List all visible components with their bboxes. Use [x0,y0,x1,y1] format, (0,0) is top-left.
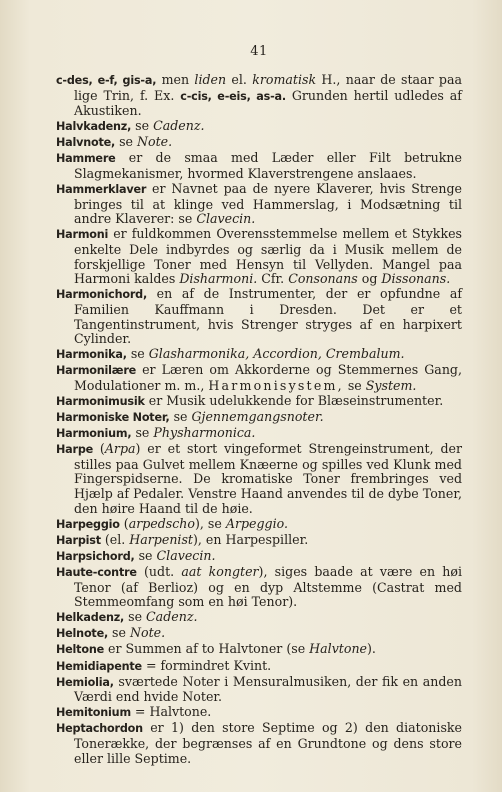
entry-text: er Summen af to Halvtoner (se [103,641,310,657]
dictionary-entry [56,347,462,363]
entry-headword: Hammerklaver [56,183,147,197]
entry-text: men [156,72,195,87]
page-number: 41 [250,44,268,59]
dictionary-entry [56,135,462,151]
entry-headword: Helkadenz, [56,611,125,625]
dictionary-entry [56,151,462,181]
entry-headword: c-des, e-f, gis-a, [56,74,157,87]
entry-text: ( [119,515,129,531]
dictionary-entry [56,659,462,675]
entry-headword: Harmoniske Noter, [56,411,170,425]
entry-headword: Harmonichord, [56,288,148,302]
entry-text: se [126,346,149,362]
entry-text: se [115,134,138,150]
entry-text: er 1) den store Septime og 2) den diatoniske Tonerække, der begrænses af en Grundtone og dens store eller lille Septime. [74,720,462,766]
entry-italic-text: Arpeggio. [225,515,289,531]
entry-headword: Harmonium, [56,427,132,441]
dictionary-entry [56,549,462,565]
dictionary-entry [56,410,462,426]
dictionary-entry [56,182,462,227]
entry-italic-text: Harpenist [129,531,193,547]
entry-italic-text: Physharmonica. [153,425,256,441]
entry-text: el. [226,72,253,87]
entry-text: se [134,547,157,563]
dictionary-entry [56,533,462,549]
entry-headword: Haute-contre [56,566,137,579]
entry-italic-text: Disharmoni. [179,271,258,287]
entry-italic-text: Note. [129,625,166,641]
entry-text: ), siges baade at være en høi Tenor (af Berlioz) og en dyp Altstemme (Castrat med Stemmeomfang som en høi Tenor). [74,564,462,610]
entry-text: = formindret Kvint. [141,657,272,673]
entry-italic-text: Clavecin. [156,547,216,563]
entry-headword: Hemitonium [56,706,131,720]
entry-italic-text: kromatisk [252,72,317,87]
dictionary-entry [56,119,462,135]
dictionary-entry [56,394,462,410]
entry-text: er Læren om Akkorderne og Stemmernes Gang, Modulationer m. m., [74,362,462,393]
entry-italic-text: liden [194,72,227,87]
entry-text: H., naar de staar paa lige Trin, f. Ex. [74,72,462,103]
entry-text: ). [367,641,376,657]
entry-headword: Harpsichord, [56,549,135,563]
entry-text: Grunden hertil udledes af Akustiken. [74,87,462,119]
entry-text: se [124,609,147,625]
entry-headword: Harmoni [56,228,109,242]
entry-headword: Harpeggio [56,517,120,531]
entry-headword: Halvnote, [56,136,116,150]
entry-headword: Hemiolia, [56,675,114,689]
dictionary-entry [56,287,462,346]
entry-italic-text: Cadenz. [153,118,205,134]
entry-text: og [357,271,382,287]
dictionary-entry [56,565,462,610]
dictionary-entry [56,610,462,626]
entry-italic-text: Halvtone [309,641,368,657]
entry-headword: Heltone [56,643,104,657]
entry-text: (el. [100,531,130,547]
entry-text: ( [93,441,105,457]
entry-italic-text: Arpa [104,441,136,457]
dictionary-entry [56,705,462,721]
entry-headword: Hemidiapente [56,659,142,673]
entry-headword: Harmonilære [56,364,137,378]
entry-headword: Halvkadenz, [56,120,132,134]
entry-italic-text: System. [365,377,417,393]
entry-italic-text: Gjennemgangsnoter. [191,409,324,425]
entry-text: ), se [195,515,226,531]
entry-headword: Harmonimusik [56,394,145,408]
dictionary-entry [56,517,462,533]
entry-italic-text: Note. [137,134,173,150]
entry-text: sværtede Noter i Mensuralmusiken, der fik en anden Værdi end hvide Noter. [74,673,462,705]
entry-italic-text: Glasharmonika, Accordion, Crembalum. [148,346,405,362]
dictionary-entry [56,426,462,442]
entry-italic-text: Clavecin. [196,211,256,227]
entry-italic-text: Dissonans. [381,271,451,287]
dictionary-entry [56,721,462,766]
entry-text: ) er et stort vingeformet Strengeinstrument, der stilles paa Gulvet mellem Knæerne og spilles ved Klunk med Fingerspidserne. De kromatiske Toner frembringes ved Hjælp af Pedaler. Venstre Haand anvendes til de dybe Toner, den høire Haand til de høie. [74,441,463,516]
entry-text: er Navnet paa de nyere Klaverer, hvis Strenge bringes til at klinge ved Hammerslag, i Modsætning til andre Klaverer: se [74,181,462,227]
dictionary-entry [56,442,462,516]
entry-text: en af de Instrumenter, der er opfundne af Familien Kauffmann i Dresden. Det er et Tangentinstrument, hvis Strenger stryges af en harpixert Cylinder. [74,286,462,347]
entry-text: er Musik udelukkende for Blæseinstrumenter. [144,392,444,408]
entry-text: se [108,625,130,641]
dictionary-entry [56,626,462,642]
dictionary-entry [56,73,462,119]
entry-spaced-text: Harmonisystem, [208,377,344,393]
entry-italic-text: aat kongter [181,564,259,579]
entry-text: = Halvtone. [130,704,212,720]
entry-italic-text: arpedscho [128,515,196,531]
entry-text: se [169,409,192,425]
entry-text: (udt. [136,564,182,579]
entry-text: se [131,118,154,134]
entry-text: se [343,377,366,393]
dictionary-entry [56,227,462,286]
entry-headword: Hammere [56,152,116,166]
dictionary-entry [56,675,462,705]
entry-text: se [131,425,154,441]
entry-text: er de smaa med Læder eller Filt betrukne Slagmekanismer, hvormed Klaverstrengene anslaaes. [74,150,462,182]
entry-headword: Harmonika, [56,348,127,362]
entry-headword: c-cis, e-eis, as-a. [180,89,286,103]
dictionary-entry [56,642,462,658]
entry-headword: Harpe [56,443,94,457]
entry-italic-text: Cadenz. [146,609,198,625]
dictionary-entry [56,363,462,393]
entry-text: er fuldkommen Overensstemmelse mellem et Stykkes enkelte Dele indbyrdes og særlig da i Musik mellem de forskjellige Toner med Hensyn til Vellyden. Mangel paa Harmoni kaldes [74,226,462,287]
entry-headword: Harpist [56,533,101,547]
entry-text: ), en Harpespiller. [193,531,309,547]
dictionary-entries [56,73,462,766]
entry-headword: Helnote, [56,627,109,641]
entry-italic-text: Consonans [288,271,358,287]
entry-text: Cfr. [257,271,289,287]
entry-headword: Heptachordon [56,722,143,736]
